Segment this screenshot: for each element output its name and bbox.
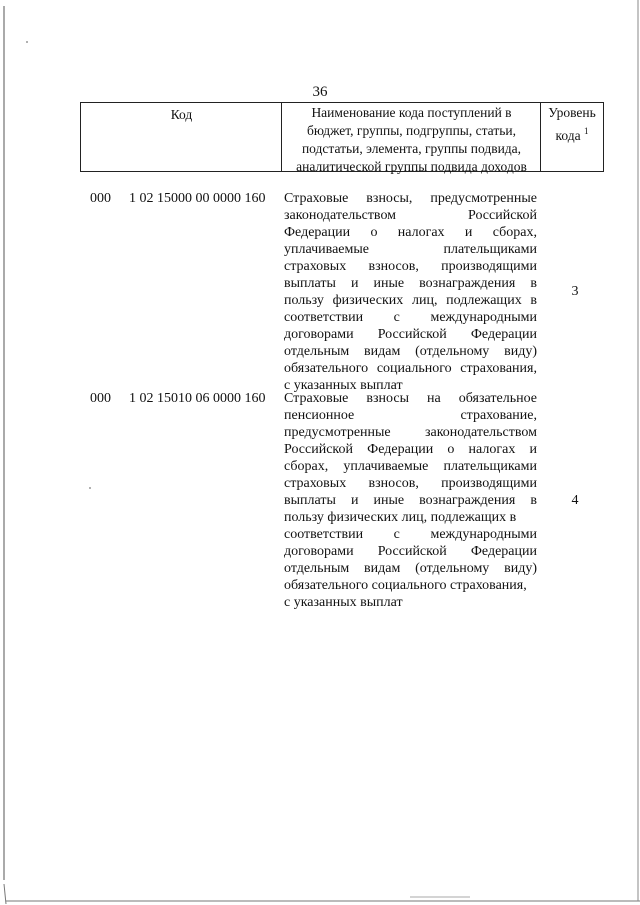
revenue-name-word: законодательством <box>424 425 537 440</box>
revenue-name-line <box>284 526 537 543</box>
revenue-name-word: взносов, <box>368 476 419 491</box>
revenue-name-line <box>284 594 537 611</box>
revenue-name-word: договорами <box>284 327 354 342</box>
revenue-name-word: производящими <box>441 259 537 274</box>
header-name-line: подстатьи, элемента, группы подвида, <box>301 141 522 156</box>
revenue-name-word: Российской <box>377 327 447 342</box>
revenue-name-line <box>284 343 537 360</box>
revenue-name-word: страховых <box>284 259 347 274</box>
revenue-name-word: и <box>529 442 537 457</box>
header-code: Код <box>80 102 282 172</box>
revenue-name-word: взносы, <box>366 191 413 206</box>
revenue-name-word: иные <box>373 276 405 291</box>
revenue-code: 1 02 15010 06 0000 160 <box>129 391 266 406</box>
revenue-name <box>284 190 537 394</box>
revenue-name-word: социального <box>376 361 452 376</box>
revenue-name-line <box>284 241 537 258</box>
revenue-name-word: предусмотренные <box>284 425 391 440</box>
revenue-name-word: плательщиками <box>443 459 537 474</box>
scan-speck <box>26 41 28 43</box>
revenue-name-word: законодательством <box>284 208 397 223</box>
header-level-line: Уровень <box>548 105 596 120</box>
revenue-name-line <box>284 292 537 309</box>
revenue-name-line <box>284 326 537 343</box>
revenue-name-line <box>284 275 537 292</box>
revenue-name-line <box>284 475 537 492</box>
revenue-name-line <box>284 258 537 275</box>
revenue-name-line <box>284 424 537 441</box>
footnote-marker: 1 <box>583 126 589 136</box>
revenue-name-word: и <box>350 276 359 291</box>
revenue-name-word: страхования, <box>460 361 537 376</box>
revenue-name-word: с указанных выплат <box>284 378 403 393</box>
revenue-code: 1 02 15000 00 0000 160 <box>129 191 266 206</box>
revenue-name-line <box>284 458 537 475</box>
revenue-name-line <box>284 560 537 577</box>
revenue-name-word: о <box>370 225 378 240</box>
revenue-name-word: виду) <box>504 561 537 576</box>
level-value: 4 <box>571 493 579 508</box>
revenue-name-word: соответствии <box>284 527 364 542</box>
revenue-name-word: международными <box>430 527 537 542</box>
revenue-name-word: Федерации <box>470 327 537 342</box>
revenue-name-line <box>284 309 537 326</box>
revenue-name-word: Страховые <box>284 191 349 206</box>
revenue-name-word: пользу <box>284 293 324 308</box>
revenue-name-word: взносы <box>366 391 409 406</box>
revenue-name-word: плательщиками <box>443 242 537 257</box>
revenue-name-word: (отдельному <box>415 561 490 576</box>
revenue-name-word: Российской <box>468 208 537 223</box>
revenue-name-word: Федерации <box>367 442 434 457</box>
header-name-line: Наименование кода поступлений в <box>311 105 512 120</box>
revenue-name-line <box>284 577 537 594</box>
revenue-name-word: взносов, <box>368 259 419 274</box>
revenue-name-line <box>284 190 537 207</box>
revenue-name-word: сборах, <box>284 459 329 474</box>
header-name-line: бюджет, группы, подгруппы, статьи, <box>307 123 516 138</box>
revenue-name-word: пенсионное <box>284 408 355 423</box>
revenue-name-word: виду) <box>504 344 537 359</box>
revenue-name-word: лиц, <box>411 293 438 308</box>
revenue-name-word: уплачиваемые <box>343 459 429 474</box>
revenue-name-word: с <box>393 527 400 542</box>
revenue-name-word: обязательное <box>458 391 537 406</box>
revenue-name-word: страхование, <box>460 408 537 423</box>
revenue-name-word: и <box>350 493 359 508</box>
revenue-name-word: (отдельному <box>415 344 490 359</box>
revenue-name-word: Федерации <box>470 544 537 559</box>
header-name <box>281 102 541 172</box>
revenue-name-word: соответствии <box>284 310 364 325</box>
header-level <box>540 102 604 172</box>
revenue-name <box>284 390 537 611</box>
revenue-name-word: Федерации <box>284 225 351 240</box>
revenue-name-word: в <box>530 276 537 291</box>
revenue-name-word: физических <box>332 293 404 308</box>
revenue-name-word: подлежащих <box>446 293 522 308</box>
revenue-name-word: видам <box>364 561 401 576</box>
revenue-name-word: вознаграждения <box>419 493 516 508</box>
revenue-name-word: в <box>530 493 537 508</box>
revenue-name-word: налогах <box>397 225 445 240</box>
revenue-name-word: отдельным <box>284 344 350 359</box>
revenue-name-word: уплачиваемые <box>284 242 369 257</box>
revenue-name-word: Страховые <box>284 391 349 406</box>
revenue-name-word: Российской <box>377 544 447 559</box>
revenue-name-word: вознаграждения <box>419 276 516 291</box>
revenue-name-line <box>284 360 537 377</box>
revenue-name-line <box>284 492 537 509</box>
revenue-name-word: выплаты <box>284 276 336 291</box>
revenue-name-word: Российской <box>284 442 353 457</box>
revenue-name-line <box>284 407 537 424</box>
revenue-name-word: в <box>530 293 537 308</box>
revenue-name-word: с указанных выплат <box>284 595 403 610</box>
revenue-name-line <box>284 207 537 224</box>
revenue-name-word: страховых <box>284 476 347 491</box>
revenue-name-word: международными <box>430 310 537 325</box>
revenue-name-line <box>284 224 537 241</box>
revenue-name-word: иные <box>373 493 405 508</box>
admin-code: 000 <box>90 191 111 206</box>
revenue-name-word: договорами <box>284 544 354 559</box>
revenue-name-line <box>284 509 537 526</box>
revenue-name-word: производящими <box>441 476 537 491</box>
revenue-name-word: предусмотренные <box>430 191 537 206</box>
revenue-name-word: обязательного <box>284 361 369 376</box>
revenue-name-word: обязательного социального страхования, <box>284 578 527 593</box>
page-number: 36 <box>312 84 328 100</box>
revenue-name-word: сборах, <box>492 225 537 240</box>
revenue-name-line <box>284 390 537 407</box>
admin-code: 000 <box>90 391 111 406</box>
header-name-line: аналитической группы подвида доходов <box>296 159 527 174</box>
revenue-name-word: отдельным <box>284 561 350 576</box>
revenue-name-word: пользу физических лиц, подлежащих в <box>284 510 517 525</box>
revenue-name-word: с <box>393 310 400 325</box>
revenue-name-word: выплаты <box>284 493 336 508</box>
level-value: 3 <box>571 284 579 299</box>
scan-speck <box>89 487 91 489</box>
revenue-name-word: налогах <box>468 442 516 457</box>
revenue-name-word: видам <box>364 344 401 359</box>
revenue-name-word: на <box>427 391 441 406</box>
revenue-name-word: о <box>447 442 455 457</box>
header-level-line: кода $^1$ <box>555 126 589 143</box>
revenue-name-line <box>284 441 537 458</box>
revenue-name-word: и <box>464 225 473 240</box>
revenue-name-line <box>284 543 537 560</box>
